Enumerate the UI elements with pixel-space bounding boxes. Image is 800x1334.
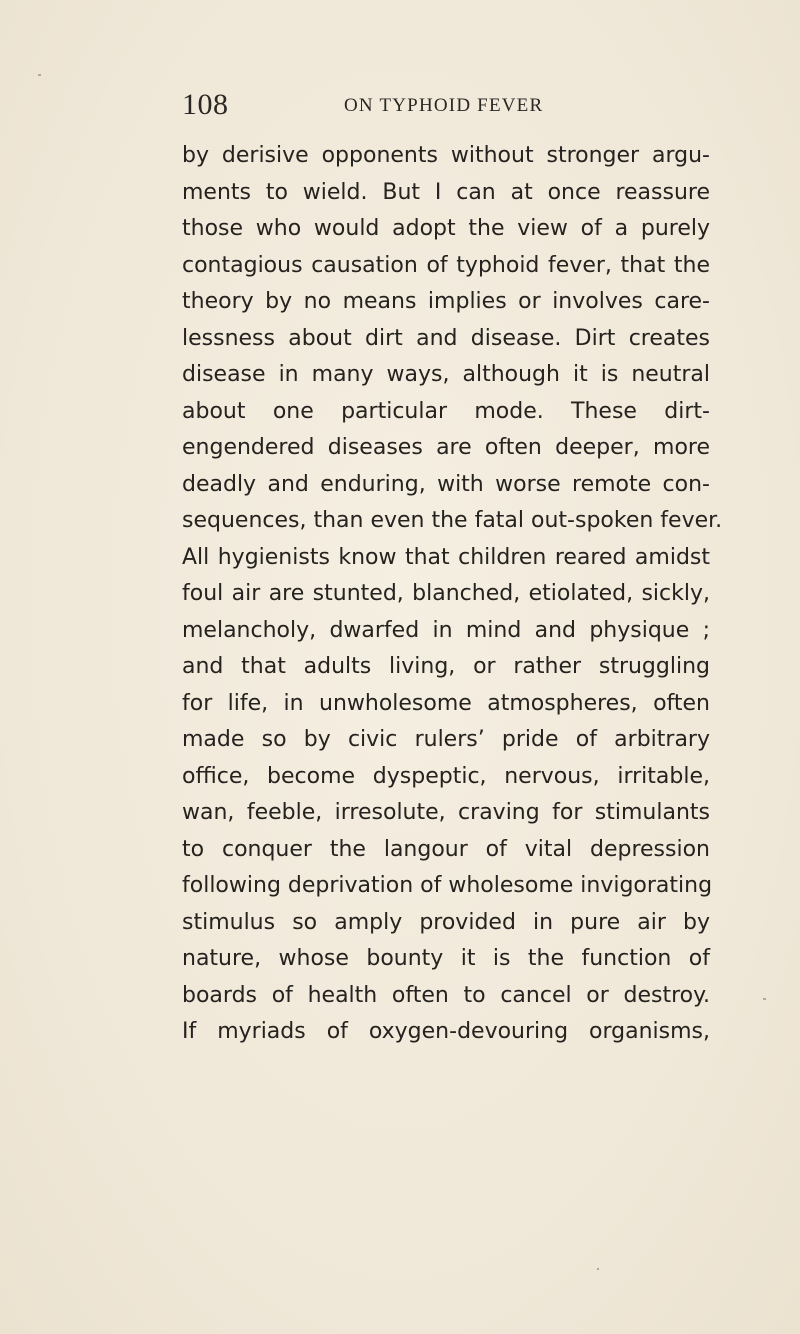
running-head: ON TYPHOID FEVER — [344, 95, 544, 116]
text-line: stimulus so amply provided in pure air by — [182, 909, 710, 935]
text-line: foul air are stunted, blanched, etiolated, sickly, — [182, 581, 710, 606]
paper-speck — [597, 1268, 599, 1270]
text-line: disease in many ways, although it is neutral — [182, 362, 710, 387]
text-line: those who would adopt the view of a purely — [182, 216, 710, 241]
text-line: theory by no means implies or involves care- — [182, 289, 710, 314]
text-line: for life, in unwholesome atmospheres, often — [182, 690, 710, 716]
text-line: nature, whose bounty it is the function of — [182, 946, 710, 971]
text-line: contagious causation of typhoid fever, that the — [182, 252, 710, 278]
text-line: made so by civic rulers’ pride of arbitrary — [182, 727, 710, 752]
text-line: and that adults living, or rather struggling — [182, 654, 710, 679]
text-line: following deprivation of wholesome invigorating — [182, 873, 713, 898]
text-line: lessness about dirt and disease. Dirt creates — [182, 325, 710, 351]
text-line: ments to wield. But I can at once reassure — [182, 179, 710, 205]
body-text — [182, 138, 723, 1051]
text-line: office, become dyspeptic, nervous, irritable, — [182, 763, 710, 789]
text-line: to conquer the langour of vital depression — [182, 836, 710, 862]
paper-speck — [763, 998, 766, 1000]
text-line: engendered diseases are often deeper, more — [182, 435, 710, 460]
text-line: melancholy, dwarfed in mind and physique ; — [182, 617, 710, 643]
text-line: boards of health often to cancel or destroy. — [182, 982, 710, 1008]
paper-speck — [38, 74, 41, 76]
text-line: If myriads of oxygen-devouring organisms, — [182, 1019, 710, 1044]
page-header — [182, 88, 710, 122]
text-line: deadly and enduring, with worse remote con- — [182, 471, 710, 497]
text-line: wan, feeble, irresolute, craving for stimulants — [182, 800, 710, 825]
text-line: sequences, than even the fatal out-spoken fever. — [182, 508, 723, 533]
page-number: 108 — [182, 88, 229, 121]
text-line: about one particular mode. These dirt- — [182, 398, 710, 424]
text-line: All hygienists know that children reared amidst — [182, 544, 710, 570]
text-line: by derisive opponents without stronger argu- — [182, 143, 710, 168]
